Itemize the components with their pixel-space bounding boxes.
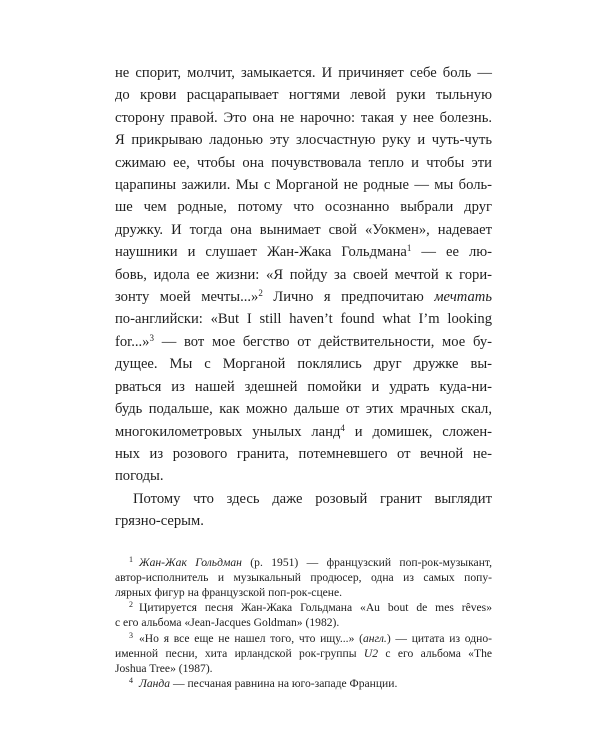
text-line: дущее. Мы с Морганой поклялись друг дружке вы- [115, 356, 492, 373]
footnote-line: лярных фигур на французской поп-рок-сцене. [115, 585, 343, 599]
text-line: не спорит, молчит, замыкается. И причиняет себе боль — [115, 65, 492, 81]
italic-word: мечтать [434, 289, 492, 306]
text-line: царапины зажили. Мы с Морганой не родные — мы боль- [115, 177, 492, 194]
text-line: грязно-серым. [115, 513, 204, 530]
footnote-line [115, 646, 492, 661]
text-line [115, 241, 492, 263]
text-span: ) — цитата из одно- [386, 631, 492, 645]
footnote-3: 3 «Но я все еще не нашел того, что ищу...» (англ.) — цитата из одно- [129, 630, 492, 645]
footnote-ref-4: 4 [340, 422, 345, 433]
text-line [115, 331, 492, 353]
footnotes [115, 555, 492, 692]
footnote-2: 2 Цитируется песня Жан-Жака Гольдмана «Au bout de mes rêves» [129, 600, 492, 615]
italic-term: Жан-Жак Гольдман [139, 555, 242, 569]
footnote-ref-3: 3 [149, 332, 154, 343]
text-span: с его альбома «The [378, 646, 493, 660]
footnote-ref-1: 1 [406, 243, 412, 254]
text-line: дружку. И тогда она вынимает свой «Уокмен», надевает [115, 221, 492, 238]
text-line: ше чем родные, потому что осознанно выбрали друг [115, 199, 492, 216]
text-span: — вот мое бегство от действительности, мое бу- [153, 333, 492, 350]
text-span: именной песни, хита ирландской рок-группы [115, 646, 364, 660]
text-span: for...» [115, 333, 150, 350]
text-span: наушники и слушает Жан-Жака Гольдмана [115, 244, 407, 261]
text-span: и домишек, сложен- [344, 423, 492, 440]
footnote-line: автор-исполнитель и музыкальный продюсер, одна из самых попу- [115, 570, 492, 584]
text-line: погоды. [115, 468, 164, 485]
italic-term: U2 [363, 646, 379, 660]
footnote-line: Joshua Tree» (1987). [115, 661, 213, 675]
footnote-4: 4 Ланда — песчаная равнина на юго-западе Франции. [129, 676, 398, 691]
text-line: Потому что здесь даже розовый гранит выглядит [133, 490, 492, 507]
text-line: по-английски: «But I still haven’t found what I’m looking [115, 311, 492, 328]
text-span: (р. 1951) — французский поп-рок-музыкант, [241, 555, 492, 569]
footnote-1: 1 Жан-Жак Гольдман (р. 1951) — французский поп-рок-музыкант, [129, 554, 492, 569]
italic-term: англ. [362, 631, 387, 645]
text-span: «Но я все еще не нашел того, что ищу...» ( [139, 631, 363, 645]
text-line: рваться из нашей здешней помойки и удрать куда-ни- [115, 378, 492, 395]
text-line: до крови расцарапывает ногтями левой руки тыльную [115, 87, 492, 104]
text-span: зонту моей мечты...» [115, 289, 259, 306]
footnote-ref-2: 2 [258, 288, 263, 299]
text-line [115, 286, 492, 308]
text-span: — песчаная равнина на юго-западе Франции. [170, 677, 398, 691]
text-span: Цитируется песня Жан-Жака Гольдмана «Au bout de mes rêves» [139, 601, 492, 615]
main-text [115, 62, 492, 533]
text-line: сторону правой. Это она не нарочно: такая у нее болезнь. [115, 109, 492, 126]
book-page [115, 62, 492, 691]
text-line: сжимаю ее, чтобы она почувствовала тепло и чтобы эти [115, 154, 492, 171]
text-line [115, 421, 492, 443]
text-line: будь подальше, как можно дальше от этих мрачных скал, [115, 401, 492, 418]
footnote-line: с его альбома «Jean-Jacques Goldman» (1982). [115, 616, 340, 630]
italic-term: Ланда [139, 677, 171, 691]
text-span: Лично я предпочитаю [262, 289, 435, 306]
text-line: бовь, идола ее жизни: «Я пойду за своей мечтой к гори- [115, 266, 492, 283]
text-line: ных из розового гранита, потемневшего от вечной не- [115, 445, 492, 462]
text-line: Я прикрываю ладонью эту злосчастную руку и чуть-чуть [115, 132, 492, 149]
text-span: — ее лю- [411, 244, 492, 261]
text-span: многокилометровых унылых ланд [115, 423, 341, 440]
